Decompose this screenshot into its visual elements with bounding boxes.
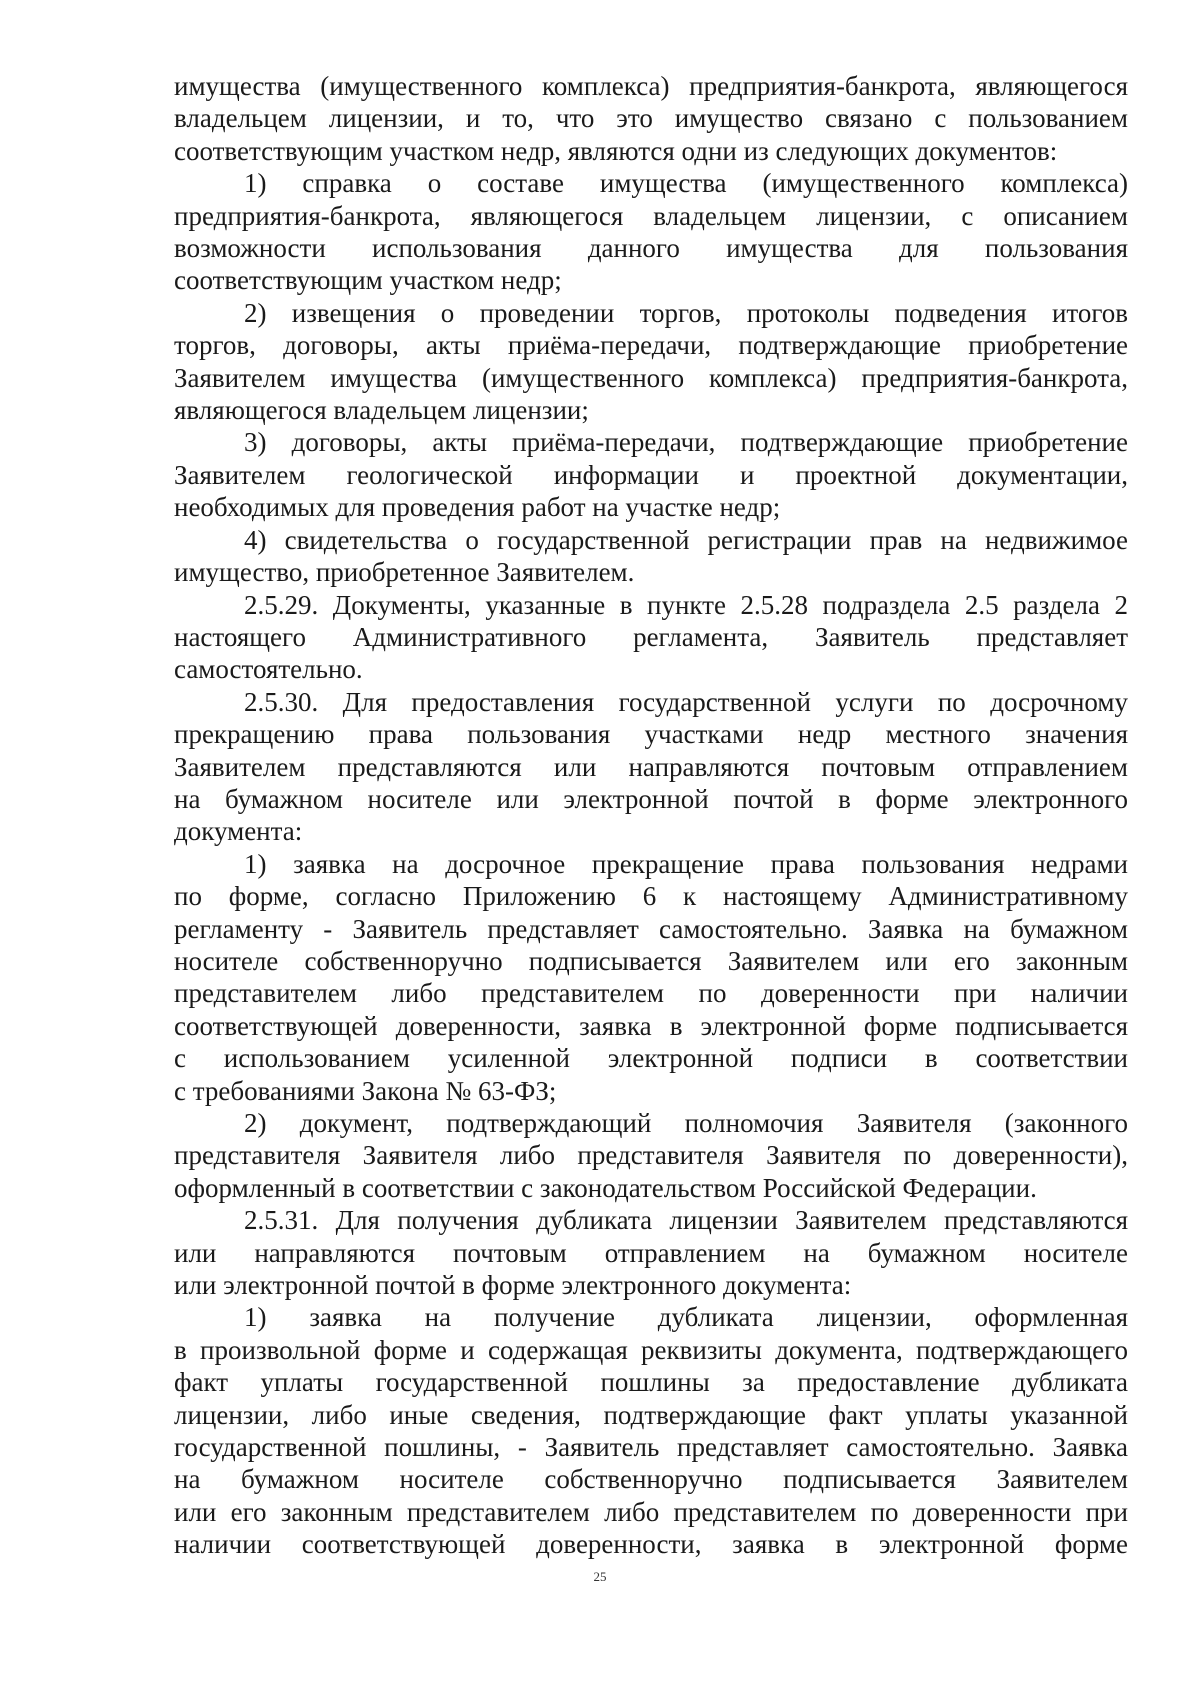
- text-line: или направляются почтовым отправлением на бумажном носителе: [174, 1237, 1128, 1268]
- text-line: являющегося владельцем лицензии;: [174, 395, 589, 426]
- text-line: или электронной почтой в форме электронного документа:: [174, 1270, 852, 1301]
- text-line: представителем либо представителем по доверенности при наличии: [174, 978, 1128, 1009]
- text-line: с требованиями Закона № 63-ФЗ;: [174, 1075, 557, 1106]
- text-line: на бумажном носителе собственноручно подписывается Заявителем: [174, 1464, 1128, 1495]
- text-line: прекращению права пользования участками недр местного значения: [174, 719, 1128, 750]
- text-line: 2) документ, подтверждающий полномочия Заявителя (законного: [244, 1108, 1128, 1138]
- text-line: Заявителем геологической информации и проектной документации,: [174, 459, 1128, 490]
- text-line: владельцем лицензии, и то, что это имущество связано с пользованием: [174, 103, 1128, 134]
- text-line: необходимых для проведения работ на участке недр;: [174, 492, 781, 523]
- text-line: соответствующей доверенности, заявка в электронной форме подписывается: [174, 1010, 1128, 1041]
- text-line: соответствующим участком недр;: [174, 265, 562, 296]
- text-line: лицензии, либо иные сведения, подтверждающие факт уплаты указанной: [174, 1399, 1128, 1430]
- text-line: по форме, согласно Приложению 6 к настоящему Административному: [174, 881, 1128, 912]
- text-line: носителе собственноручно подписывается Заявителем или его законным: [174, 945, 1128, 976]
- text-line: или его законным представителем либо представителем по доверенности при: [174, 1496, 1128, 1527]
- text-line: Заявителем имущества (имущественного комплекса) предприятия-банкрота,: [174, 362, 1128, 393]
- text-line: торгов, договоры, акты приёма-передачи, подтверждающие приобретение: [174, 330, 1128, 361]
- text-line: регламенту - Заявитель представляет самостоятельно. Заявка на бумажном: [174, 913, 1128, 944]
- text-line: 1) заявка на досрочное прекращение права пользования недрами: [244, 848, 1128, 879]
- text-line: с использованием усиленной электронной подписи в соответствии: [174, 1043, 1128, 1074]
- text-line: 2.5.30. Для предоставления государственной услуги по досрочному: [244, 686, 1128, 717]
- text-line: 1) справка о составе имущества (имущественного комплекса): [244, 168, 1128, 199]
- text-line: документа:: [174, 816, 303, 847]
- text-line: государственной пошлины, - Заявитель представляет самостоятельно. Заявка: [174, 1432, 1128, 1463]
- text-line: 4) свидетельства о государственной регистрации прав на недвижимое: [244, 524, 1128, 555]
- text-line: самостоятельно.: [174, 654, 363, 685]
- text-line: 1) заявка на получение дубликата лицензии, оформленная: [244, 1302, 1128, 1333]
- text-line: настоящего Административного регламента, Заявитель представляет: [174, 621, 1128, 652]
- document-body: [174, 70, 1128, 1561]
- text-line: 3) договоры, акты приёма-передачи, подтверждающие приобретение: [244, 427, 1128, 458]
- text-line: соответствующим участком недр, являются одни из следующих документов:: [174, 135, 1058, 166]
- text-line: оформленный в соответствии с законодательством Российской Федерации.: [174, 1172, 1037, 1203]
- text-line: имущество, приобретенное Заявителем.: [174, 557, 635, 588]
- text-line: наличии соответствующей доверенности, заявка в электронной форме: [174, 1529, 1128, 1560]
- text-line: факт уплаты государственной пошлины за предоставление дубликата: [174, 1367, 1128, 1398]
- text-line: 2.5.31. Для получения дубликата лицензии Заявителем представляются: [244, 1205, 1128, 1236]
- text-line: в произвольной форме и содержащая реквизиты документа, подтверждающего: [174, 1334, 1128, 1365]
- page-number: 25: [593, 1569, 607, 1584]
- text-line: имущества (имущественного комплекса) предприятия-банкрота, являющегося: [174, 71, 1128, 101]
- text-line: 2.5.29. Документы, указанные в пункте 2.5.28 подраздела 2.5 раздела 2: [244, 589, 1128, 620]
- text-line: возможности использования данного имущества для пользования: [174, 233, 1128, 264]
- text-line: на бумажном носителе или электронной почтой в форме электронного: [174, 783, 1128, 814]
- text-line: предприятия-банкрота, являющегося владельцем лицензии, с описанием: [174, 200, 1128, 231]
- text-line: 2) извещения о проведении торгов, протоколы подведения итогов: [244, 297, 1128, 328]
- text-line: Заявителем представляются или направляются почтовым отправлением: [174, 751, 1128, 782]
- text-line: представителя Заявителя либо представителя Заявителя по доверенности),: [174, 1140, 1128, 1171]
